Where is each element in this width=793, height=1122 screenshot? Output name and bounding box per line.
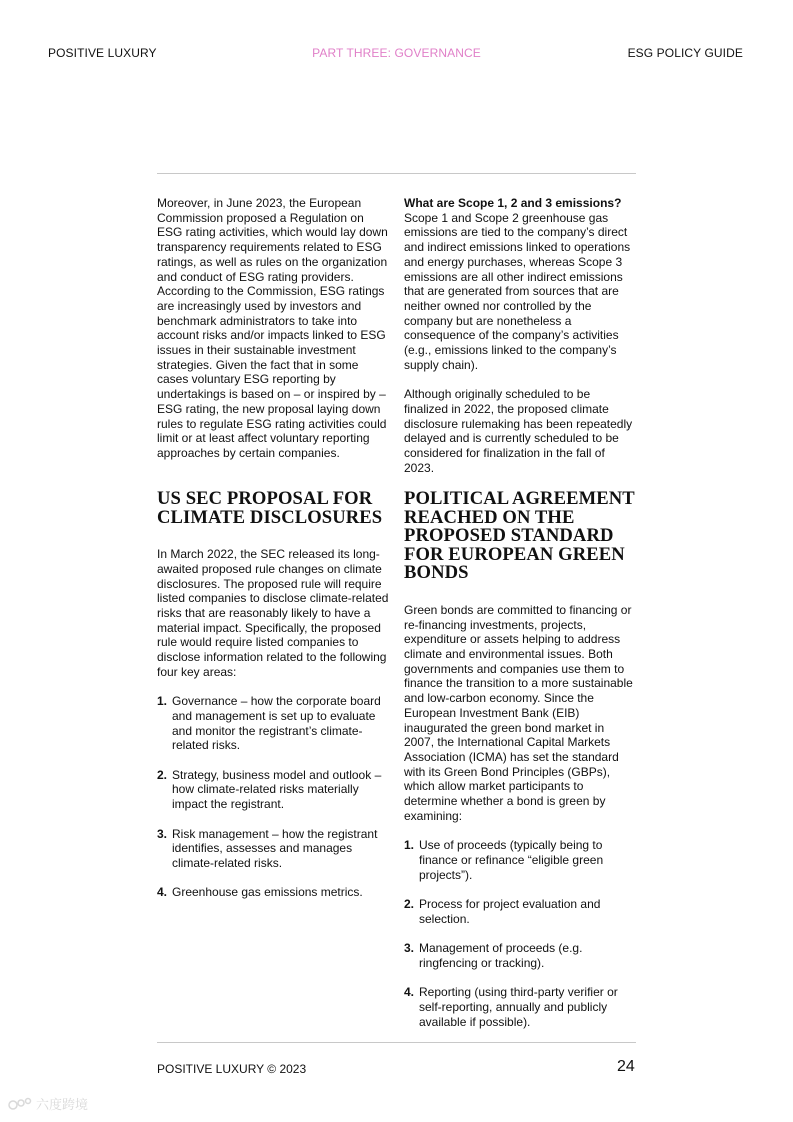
intro-left-column	[157, 196, 389, 461]
list-text: Strategy, business model and outlook – how climate-related risks materially impact the registrant.	[172, 767, 382, 812]
list-text: Reporting (using third-party verifier or self-reporting, annually and publicly available if possible).	[419, 985, 618, 1029]
sec-body: In March 2022, the SEC released its long-awaited proposed rule changes on climate disclosures. The proposed rule will require listed companies to disclose climate-related risks that are reasonably likely to have a material impact. Specifically, the proposed rule would require listed companies to disclose information related to the following four key areas:	[157, 547, 389, 679]
list-item	[157, 694, 389, 753]
list-item	[157, 768, 389, 812]
list-number: 2.	[157, 767, 168, 782]
sec-section	[157, 490, 389, 915]
scope-body: Scope 1 and Scope 2 greenhouse gas emissions are tied to the company’s direct and indirect emissions linked to operations and energy purchases, whereas Scope 3 emissions are all other indirect emissions that are generated from sources that are neither owned nor controlled by the company but are nonetheless a consequence of the company’s activities (e.g., emissions linked to the company’s supply chain).	[404, 210, 631, 372]
header-right: ESG POLICY GUIDE	[627, 46, 743, 60]
green-bonds-heading: POLITICAL AGREEMENT REACHED ON THE PROPOSED STANDARD FOR EUROPEAN GREEN BONDS	[404, 488, 635, 584]
bottom-divider	[157, 1042, 636, 1043]
list-item	[404, 985, 637, 1029]
list-text: Process for project evaluation and selection.	[419, 897, 601, 926]
list-item	[157, 885, 389, 900]
list-text: Use of proceeds (typically being to finance or refinance “eligible green projects”).	[419, 838, 604, 882]
list-number: 3.	[404, 941, 415, 956]
sec-list	[157, 694, 389, 900]
list-item	[157, 827, 389, 871]
page-number: 24	[617, 1058, 635, 1075]
list-text: Risk management – how the registrant identifies, assesses and manages climate-related risks.	[172, 826, 378, 870]
green-bonds-list	[404, 838, 637, 1029]
scope-title: What are Scope 1, 2 and 3 emissions?	[404, 196, 622, 210]
list-number: 4.	[404, 985, 415, 1000]
watermark	[8, 1094, 88, 1113]
list-number: 2.	[404, 897, 415, 911]
list-number: 3.	[157, 826, 168, 841]
header-left: POSITIVE LUXURY	[48, 46, 157, 60]
list-number: 1.	[404, 838, 415, 853]
list-text: Governance – how the corporate board and management is set up to evaluate and monitor the registrant’s climate-related risks.	[172, 694, 381, 753]
watermark-logo-icon	[8, 1097, 32, 1111]
header-section-title: PART THREE: GOVERNANCE	[312, 46, 481, 60]
list-number: 4.	[157, 885, 168, 900]
green-bonds-body: Green bonds are committed to financing or re-financing investments, projects, expenditure or assets helping to address climate and environmental issues. Both governments and companies use them to finance the transition to a more sustainable and low-carbon economy. Since the European Investment Bank (EIB) inaugurated the green bond market in 2007, the International Capital Markets Association (ICMA) has set the standard with its Green Bond Principles (GBPs), which allow market participants to determine whether a bond is green by examining:	[404, 602, 633, 823]
scope-followup: Although originally scheduled to be finalized in 2022, the proposed climate disclosure rulemaking has been repeatedly delayed and is currently scheduled to be considered for finalization in the fall of 2023.	[404, 387, 633, 475]
list-item	[404, 941, 637, 970]
intro-paragraph: Moreover, in June 2023, the European Commission proposed a Regulation on ESG rating activities, which would lay down transparency requirements related to ESG ratings, as well as rules on the organization and conduct of ESG rating providers. According to the Commission, ESG ratings are increasingly used by investors and benchmark administrators to take into account risks and/or impacts linked to ESG issues in their sustainable investment strategies. Given the fact that in some cases voluntary ESG reporting by undertakings is based on – or inspired by – ESG rating, the new proposal laying down rules to regulate ESG rating activities could limit or at least affect voluntary reporting approaches by certain companies.	[157, 196, 388, 460]
list-item	[404, 897, 637, 926]
list-number: 1.	[157, 694, 168, 709]
green-bonds-section	[404, 490, 637, 1044]
list-text: Greenhouse gas emissions metrics.	[172, 885, 363, 900]
top-divider	[157, 173, 636, 174]
watermark-text: 六度跨境	[36, 1097, 89, 1112]
footer-copyright: POSITIVE LUXURY © 2023	[157, 1062, 307, 1076]
scope-column	[404, 196, 637, 475]
list-item	[404, 838, 637, 882]
list-text: Management of proceeds (e.g. ringfencing or tracking).	[419, 941, 583, 970]
sec-heading: US SEC PROPOSAL FOR CLIMATE DISCLOSURES	[157, 488, 383, 528]
